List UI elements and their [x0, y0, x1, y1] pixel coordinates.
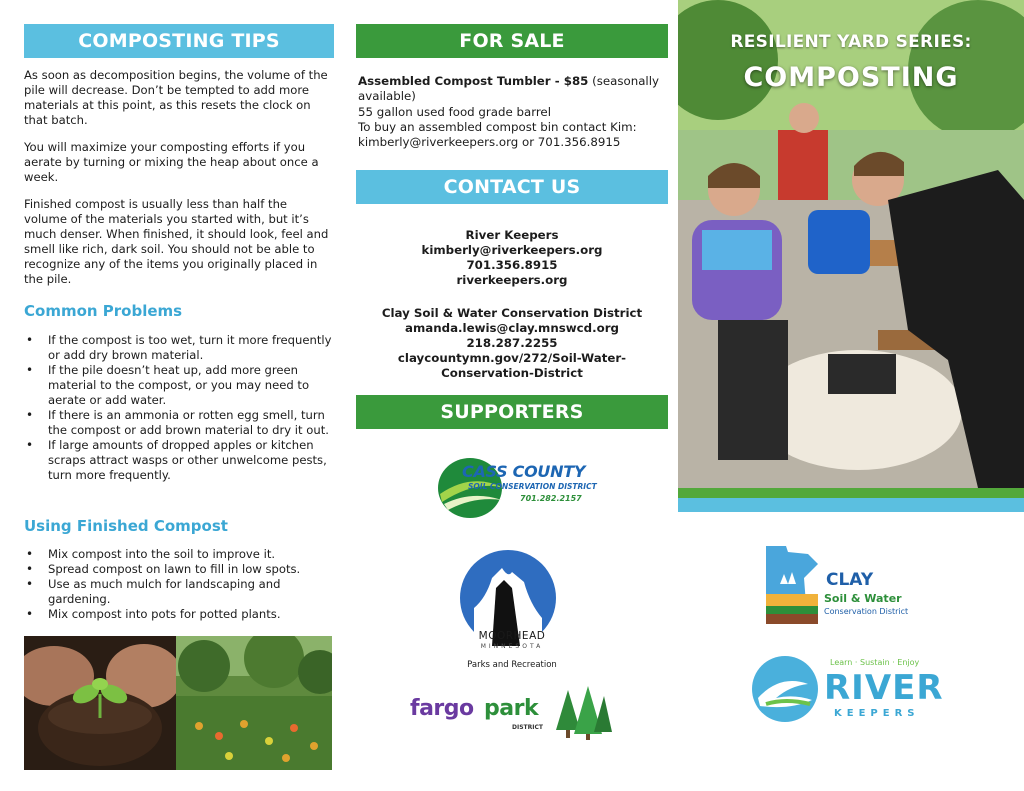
- cover-stripe-green: [678, 488, 1024, 498]
- river-emblem: [750, 654, 820, 724]
- middle-panel: [346, 0, 678, 791]
- fargo-park-logo: [410, 686, 620, 746]
- cass-county-logo: [432, 450, 597, 522]
- contact-phone: 218.287.2255: [466, 336, 558, 350]
- clay-logo-name: CLAY: [826, 570, 874, 590]
- list-item: • If the compost is too wet, turn it more frequently or add dry brown material.: [24, 333, 334, 363]
- park-wordmark: park: [484, 696, 539, 721]
- moorhead-state: MINNESOTA: [480, 643, 544, 650]
- common-problems-heading: Common Problems: [24, 302, 183, 320]
- contact-org-name: River Keepers: [465, 228, 559, 242]
- contact-email: amanda.lewis@clay.mnswcd.org: [405, 321, 619, 335]
- river-keepers-tagline: Learn · Sustain · Enjoy: [830, 658, 920, 667]
- tips-paragraph-2: You will maximize your composting efforts if you aerate by turning or mixing the heap about once a week.: [24, 140, 319, 184]
- supporters-heading: SUPPORTERS: [356, 395, 668, 429]
- contact-website-cont: Conservation-District: [441, 366, 583, 380]
- contact-us-heading: CONTACT US: [356, 170, 668, 204]
- moorhead-name: MOORHEAD: [478, 630, 546, 642]
- list-item: • Mix compost into the soil to improve it.: [24, 547, 334, 562]
- for-sale-item-note: (seasonally available): [358, 74, 659, 103]
- contact-river-keepers: [356, 228, 668, 288]
- tips-paragraph-3: Finished compost is usually less than half the volume of the materials you started with, but it’s much denser. When finished, it should look, feel and smell like rich, dark soil. You should not be able to recognize any of the items you originally placed in the pile.: [24, 197, 329, 286]
- contact-website: riverkeepers.org: [456, 273, 568, 287]
- minnesota-map-icon: [762, 544, 822, 626]
- right-panel: [678, 0, 1024, 791]
- list-item: • Mix compost into pots for potted plants.: [24, 607, 334, 622]
- contact-clay-swcd: [356, 306, 668, 381]
- river-keepers-sub: KEEPERS: [834, 708, 920, 719]
- fargo-park-district: DISTRICT: [512, 724, 543, 731]
- for-sale-item: [358, 74, 668, 104]
- clay-swcd-logo: [762, 544, 962, 630]
- for-sale-item-title: Assembled Compost Tumbler - $85: [358, 74, 589, 88]
- for-sale-heading: FOR SALE: [356, 24, 668, 58]
- cover-series-title: RESILIENT YARD SERIES:: [730, 32, 972, 52]
- cass-county-name: CASS COUNTY: [462, 462, 586, 481]
- clay-logo-line3: Conservation District: [824, 607, 909, 616]
- pine-trees-icon: [552, 686, 612, 742]
- for-sale-line-3: kimberly@riverkeepers.org or 701.356.8915: [358, 135, 621, 149]
- left-panel: [0, 0, 346, 791]
- tips-paragraph-1: As soon as decomposition begins, the volume of the pile will decrease. Don’t be tempted to add more materials at this point, as this resets the clock on that batch.: [24, 68, 328, 127]
- contact-phone: 701.356.8915: [466, 258, 558, 272]
- list-item: • If large amounts of dropped apples or kitchen scraps attract wasps or other unwelcome pests, turn more frequently.: [24, 438, 334, 483]
- photo-illustration: [24, 636, 332, 770]
- river-keepers-logo: [750, 654, 960, 726]
- clay-logo-line2: Soil & Water: [824, 592, 902, 605]
- fargo-wordmark: fargo: [410, 696, 474, 721]
- list-item: • If there is an ammonia or rotten egg smell, turn the compost or add brown material to dry it out.: [24, 408, 334, 438]
- contact-org-name: Clay Soil & Water Conservation District: [381, 306, 643, 320]
- for-sale-line-1: 55 gallon used food grade barrel: [358, 105, 551, 119]
- moorhead-caption: Parks and Recreation: [467, 660, 557, 670]
- for-sale-line-2: To buy an assembled compost bin contact Kim:: [358, 120, 637, 134]
- cass-county-subtitle: SOIL CONSERVATION DISTRICT: [468, 482, 597, 491]
- list-item: • If the pile doesn’t heat up, add more green material to the compost, or you may need to aerate or add water.: [24, 363, 334, 408]
- cover-main-title: COMPOSTING: [743, 62, 959, 93]
- contact-website: claycountymn.gov/272/Soil-Water-: [397, 351, 627, 365]
- cass-county-phone: 701.282.2157: [520, 494, 582, 503]
- moorhead-logo: [446, 548, 578, 674]
- common-problems-list: [24, 333, 334, 483]
- cover-photo: [678, 0, 1024, 488]
- using-finished-compost-heading: Using Finished Compost: [24, 517, 228, 535]
- composting-tips-heading: COMPOSTING TIPS: [24, 24, 334, 58]
- cover-stripe-blue: [678, 498, 1024, 512]
- list-item: • Spread compost on lawn to fill in low spots.: [24, 562, 334, 577]
- using-finished-compost-list: [24, 547, 334, 622]
- list-item: • Use as much mulch for landscaping and gardening.: [24, 577, 334, 607]
- river-keepers-name: RIVER: [824, 668, 944, 708]
- soil-and-garden-photos: [24, 636, 332, 770]
- contact-email: kimberly@riverkeepers.org: [421, 243, 603, 257]
